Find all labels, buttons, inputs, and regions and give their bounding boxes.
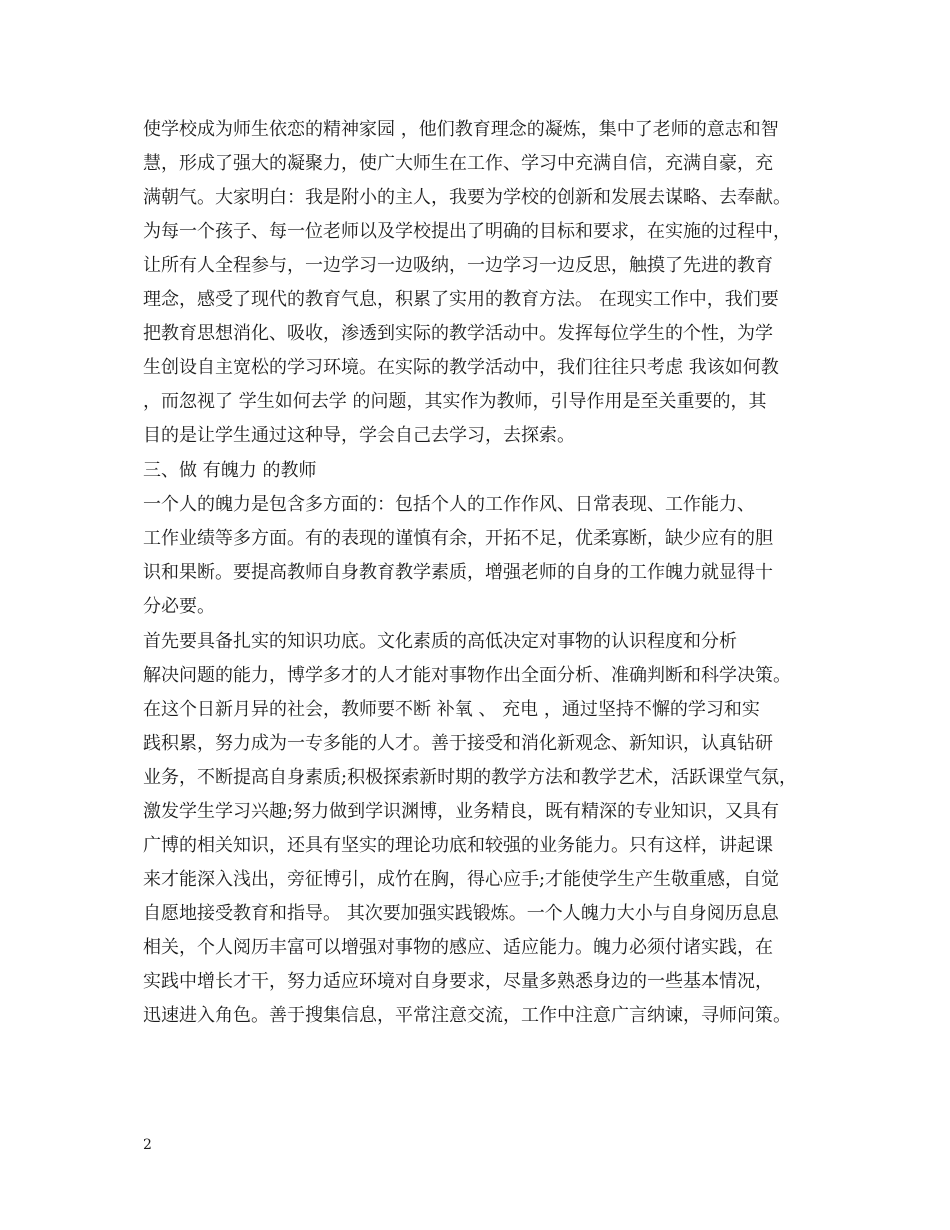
text-line: 慧，形成了强大的凝聚力，使广大师生在工作、学习中充满自信，充满自豪，充 <box>143 153 773 174</box>
text-line: 业务，不断提高自身素质;积极探索新时期的教学方法和教学艺术，活跃课堂气氛， <box>143 767 798 788</box>
text-line: 相关，个人阅历丰富可以增强对事物的感应、适应能力。魄力必须付诸实践，在 <box>143 937 773 958</box>
text-line: ，而忽视了 学生如何去学 的问题，其实作为教师，引导作用是至关重要的，其 <box>143 391 767 412</box>
text-line: 识和果断。要提高教师自身教育教学素质，增强老师的自身的工作魄力就显得十 <box>143 562 773 583</box>
page-number: 2 <box>143 1137 152 1153</box>
text-line: 一个人的魄力是包含多方面的：包括个人的工作作风、日常表现、工作能力、 <box>143 494 755 515</box>
text-line: 解决问题的能力，博学多才的人才能对事物作出全面分析、准确判断和科学决策。 <box>143 665 791 686</box>
text-line: 让所有人全程参与，一边学习一边吸纳，一边学习一边反思，触摸了先进的教育 <box>143 255 773 276</box>
text-line: 为每一个孩子、每一位老师以及学校提出了明确的目标和要求，在实施的过程中， <box>143 221 791 242</box>
text-line: 生创设自主宽松的学习环境。在实际的教学活动中，我们往往只考虑 我该如何教 <box>143 357 779 378</box>
text-line: 在这个日新月异的社会，教师要不断 补氧 、 充电 ，通过坚持不懈的学习和实 <box>143 699 760 720</box>
section-heading: 三、做 有魄力 的教师 <box>143 460 317 481</box>
text-line: 使学校成为师生依恋的精神家园 ，他们教育理念的凝炼，集中了老师的意志和智 <box>143 119 779 140</box>
text-line: 目的是让学生通过这种导，学会自己去学习，去探索。 <box>143 425 575 446</box>
text-line: 分必要。 <box>143 596 215 617</box>
text-line: 工作业绩等多方面。有的表现的谨慎有余，开拓不足，优柔寡断，缺少应有的胆 <box>143 528 773 549</box>
text-line: 广博的相关知识，还具有坚实的理论功底和较强的业务能力。只有这样，讲起课 <box>143 835 773 856</box>
text-line: 自愿地接受教育和指导。 其次要加强实践锻炼。一个人魄力大小与自身阅历息息 <box>143 903 779 924</box>
text-line: 理念，感受了现代的教育气息，积累了实用的教育方法。 在现实工作中，我们要 <box>143 289 779 310</box>
text-line: 实践中增长才干，努力适应环境对自身要求，尽量多熟悉身边的一些基本情况， <box>143 971 773 992</box>
text-line: 满朝气。大家明白：我是附小的主人，我要为学校的创新和发展去谋略、去奉献。 <box>143 187 791 208</box>
text-line: 践积累，努力成为一专多能的人才。善于接受和消化新观念、新知识，认真钻研 <box>143 733 773 754</box>
text-line: 迅速进入角色。善于搜集信息，平常注意交流，工作中注意广言纳谏，寻师问策。 <box>143 1005 791 1026</box>
text-line: 来才能深入浅出，旁征博引，成竹在胸，得心应手;才能使学生产生敬重感，自觉 <box>143 869 780 890</box>
text-line: 把教育思想消化、吸收，渗透到实际的教学活动中。发挥每位学生的个性，为学 <box>143 323 773 344</box>
text-line: 首先要具备扎实的知识功底。文化素质的高低决定对事物的认识程度和分析 <box>143 631 737 652</box>
text-line: 激发学生学习兴趣;努力做到学识渊博，业务精良，既有精深的专业知识，又具有 <box>143 801 780 822</box>
